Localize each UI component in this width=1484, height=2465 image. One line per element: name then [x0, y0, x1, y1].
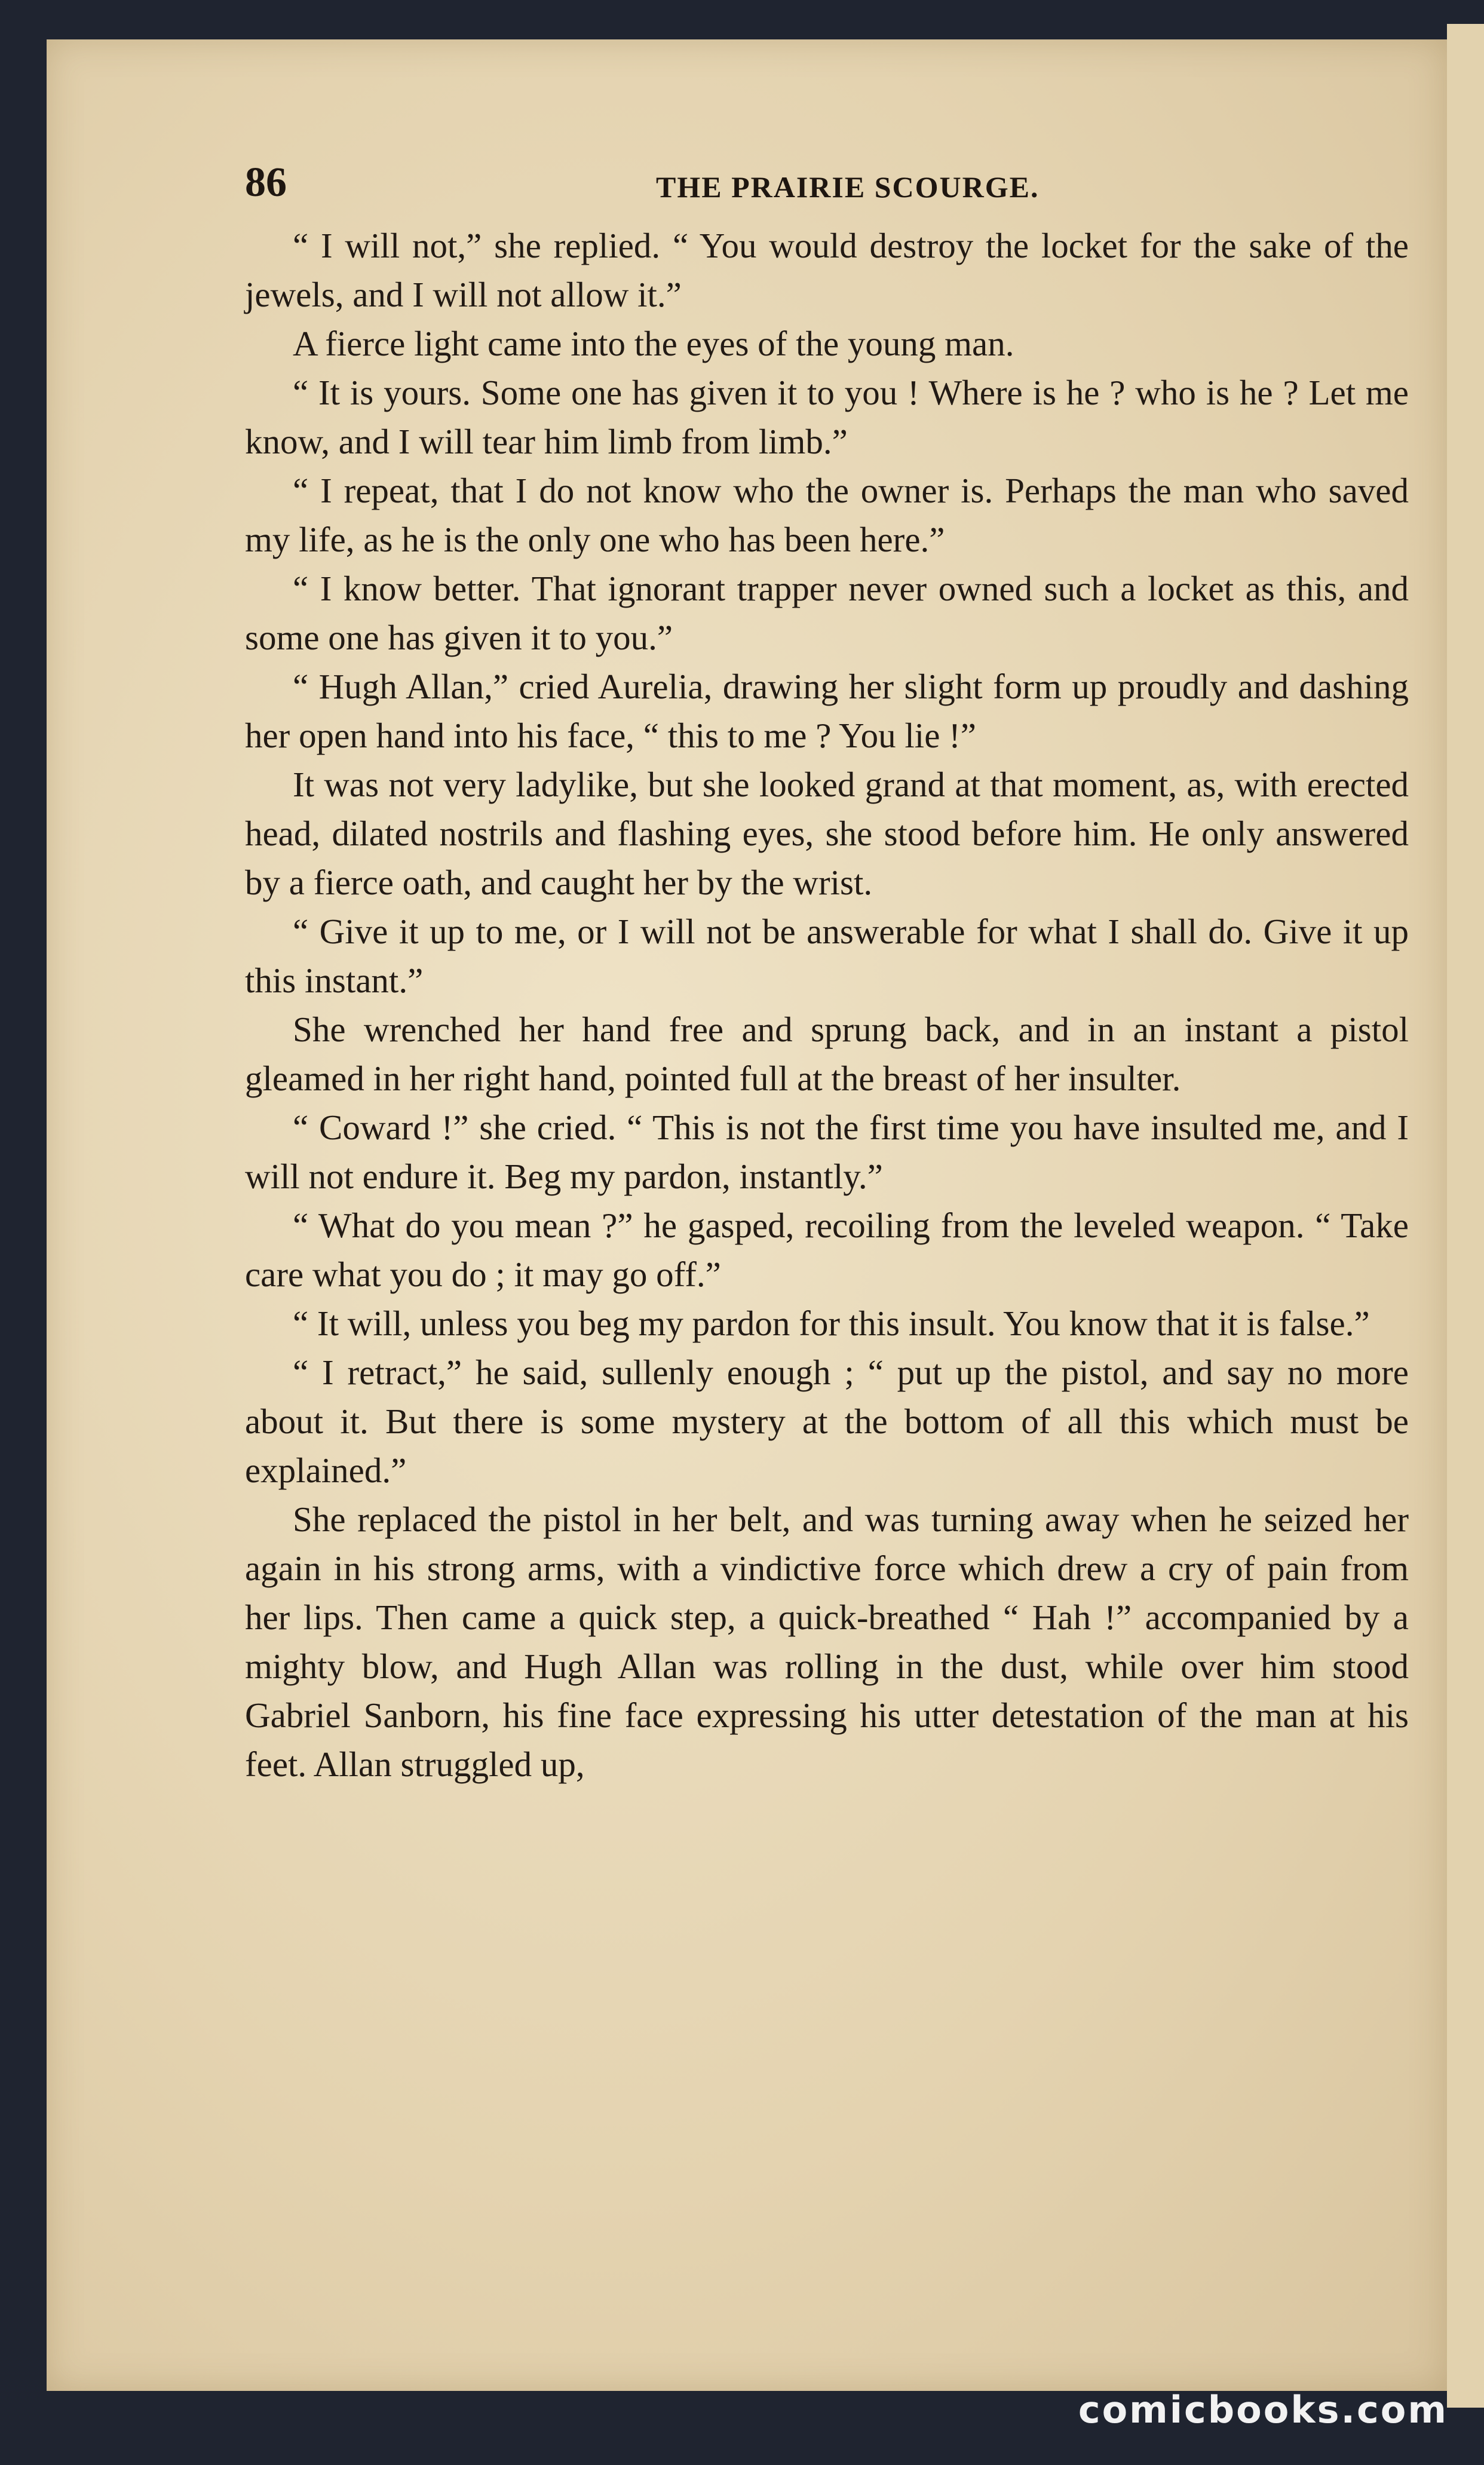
paragraph: It was not very ladylike, but she looked grand at that moment, as, with erected head, dilated nostrils and flashing eyes, she stood before him. He only answered by a fierce oath, and caught her by the wrist. [245, 765, 1409, 902]
paragraph: “ I retract,” he said, sullenly enough ; “ put up the pistol, and say no more about it. But there is some mystery at the bottom of all this which must be explained.” [245, 1353, 1409, 1490]
paragraph: “ Give it up to me, or I will not be answerable for what I shall do. Give it up this instant.” [245, 912, 1409, 1000]
paragraph: “ I will not,” she replied. “ You would destroy the locket for the sake of the jewels, and I will not allow it.” [245, 226, 1409, 314]
adjacent-page-edge [1447, 24, 1484, 2408]
paragraph: “ It will, unless you beg my pardon for this insult. You know that it is false.” [293, 1304, 1370, 1343]
paragraph: “ I know better. That ignorant trapper never owned such a locket as this, and some one has given it to you.” [245, 569, 1409, 657]
paragraph: She wrenched her hand free and sprung back, and in an instant a pistol gleamed in her right hand, pointed full at the breast of her insulter. [245, 1010, 1409, 1098]
paragraph: “ It is yours. Some one has given it to you ! Where is he ? who is he ? Let me know, and I will tear him limb from limb.” [245, 373, 1409, 461]
paragraph: “ I repeat, that I do not know who the owner is. Perhaps the man who saved my life, as he is the only one who has been here.” [245, 471, 1409, 559]
paragraph: “ What do you mean ?” he gasped, recoiling from the leveled weapon. “ Take care what you do ; it may go off.” [245, 1206, 1409, 1294]
body-text [245, 221, 1409, 1789]
page-number: 86 [245, 160, 287, 206]
paragraph: She replaced the pistol in her belt, and was turning away when he seized her again in his strong arms, with a vindictive force which drew a cry of pain from her lips. Then came a quick step, a quick-breathed “ Hah !” accompanied by a mighty blow, and Hugh Allan was rolling in the dust, while over him stood Gabriel Sanborn, his fine face expressing his utter detestation of the man at his feet. Allan struggled up, [245, 1500, 1409, 1784]
page-header [47, 159, 1447, 213]
running-title: THE PRAIRIE SCOURGE. [656, 170, 1040, 204]
paragraph: “ Hugh Allan,” cried Aurelia, drawing her slight form up proudly and dashing her open hand into his face, “ this to me ? You lie !” [245, 667, 1409, 755]
watermark: comicbooks.com [1078, 2388, 1448, 2432]
paragraph: A fierce light came into the eyes of the young man. [293, 324, 1014, 363]
paragraph: “ Coward !” she cried. “ This is not the first time you have insulted me, and I will not endure it. Beg my pardon, instantly.” [245, 1108, 1409, 1196]
